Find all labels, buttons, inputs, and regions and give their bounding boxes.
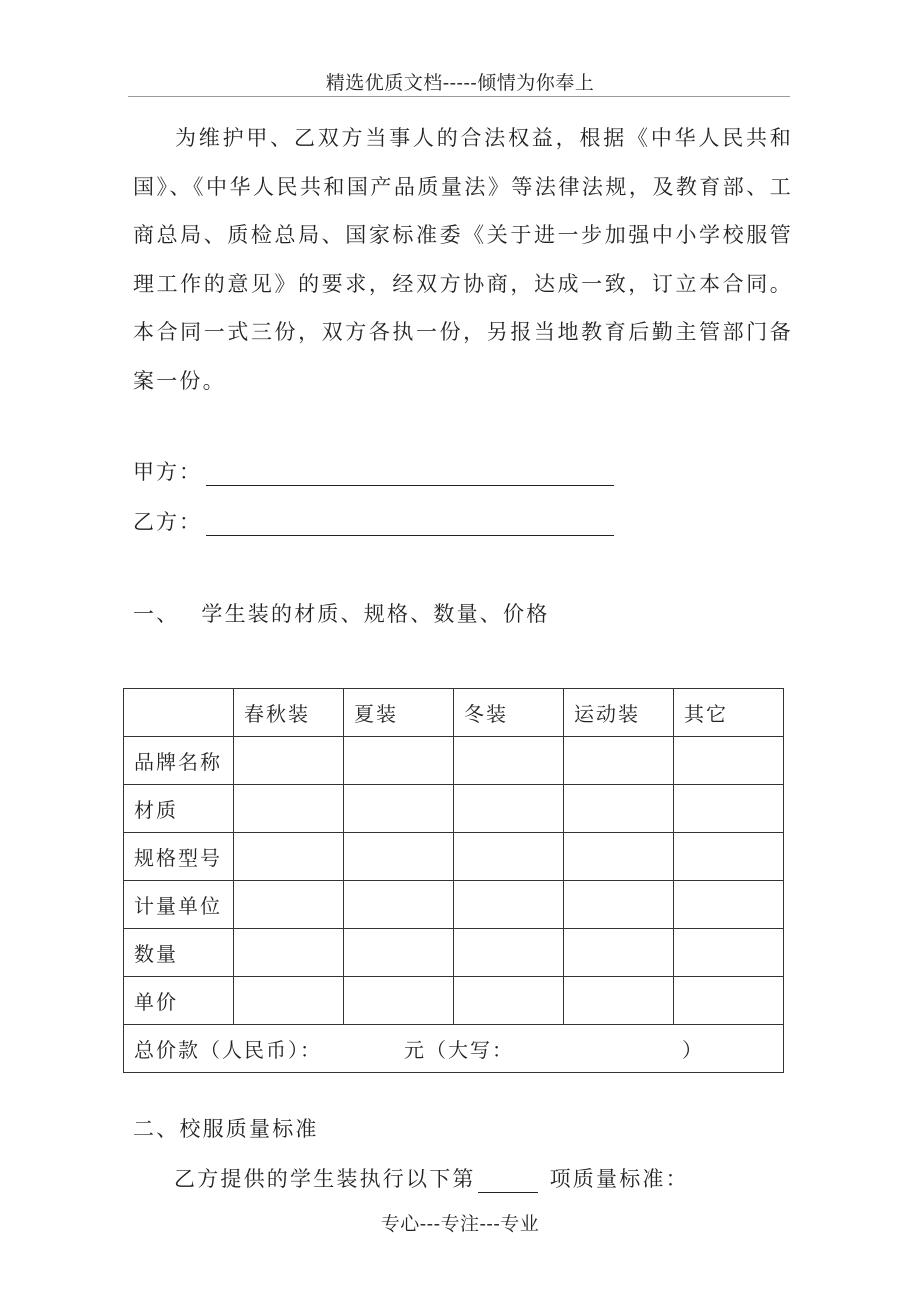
table-corner-cell	[124, 689, 234, 737]
table-header-row	[124, 689, 784, 737]
table-cell	[344, 929, 454, 977]
page-footer: 专心---专注---专业	[380, 1213, 540, 1235]
table-cell	[564, 977, 674, 1025]
row-label: 数量	[124, 929, 234, 977]
total-price-row	[124, 1025, 784, 1073]
section-1-number: 一、	[133, 602, 180, 626]
party-a-blank	[206, 463, 614, 486]
table-cell	[454, 977, 564, 1025]
table-cell	[674, 833, 784, 881]
table-cell	[344, 785, 454, 833]
total-price-cell	[124, 1025, 784, 1073]
quality-standard-line	[174, 1163, 689, 1193]
table-cell	[674, 929, 784, 977]
section-2-heading: 二、校服质量标准	[133, 1117, 319, 1141]
table-cell	[564, 737, 674, 785]
table-cell	[234, 881, 344, 929]
party-b-blank	[206, 513, 614, 536]
table-cell	[344, 737, 454, 785]
table-cell	[344, 977, 454, 1025]
table-cell	[344, 881, 454, 929]
row-label: 计量单位	[124, 881, 234, 929]
table-cell	[674, 881, 784, 929]
table-cell	[234, 833, 344, 881]
table-cell	[454, 881, 564, 929]
table-row	[124, 833, 784, 881]
uniform-spec-table	[123, 688, 784, 1073]
row-label: 单价	[124, 977, 234, 1025]
table-cell	[564, 929, 674, 977]
standard-number-blank	[478, 1170, 538, 1193]
table-row	[124, 785, 784, 833]
table-row	[124, 977, 784, 1025]
intro-paragraph: 为维护甲、乙双方当事人的合法权益，根据《中华人民共和国》、《中华人民共和国产品质量法》等法律法规，及教育部、工商总局、质检总局、国家标准委《关于进一步加强中小学校服管理工作的意见》的要求，经双方协商，达成一致，订立本合同。本合同一式三份，双方各执一份，另报当地教育后勤主管部门备案一份。	[133, 126, 793, 393]
column-header: 夏装	[344, 689, 454, 737]
table-row	[124, 881, 784, 929]
total-price-unit: 元（大写：	[404, 1038, 514, 1062]
party-a	[133, 456, 614, 486]
table-cell	[454, 833, 564, 881]
table-row	[124, 737, 784, 785]
page-header: 精选优质文档-----倾情为你奉上	[325, 72, 595, 94]
table-cell	[344, 833, 454, 881]
table-cell	[674, 785, 784, 833]
table-cell	[234, 977, 344, 1025]
section-1-title: 学生装的材质、规格、数量、价格	[201, 602, 550, 626]
table-cell	[564, 785, 674, 833]
row-label: 规格型号	[124, 833, 234, 881]
row-label: 材质	[124, 785, 234, 833]
party-a-label: 甲方：	[133, 460, 202, 484]
table-cell	[234, 737, 344, 785]
table-cell	[674, 737, 784, 785]
table-row	[124, 929, 784, 977]
party-b	[133, 506, 614, 536]
header-rule	[128, 96, 790, 97]
standard-text-after: 项质量标准：	[549, 1167, 689, 1191]
row-label: 品牌名称	[124, 737, 234, 785]
table-cell	[454, 785, 564, 833]
column-header: 其它	[674, 689, 784, 737]
table-cell	[454, 929, 564, 977]
table-cell	[674, 977, 784, 1025]
party-b-label: 乙方：	[133, 510, 202, 534]
table-cell	[454, 737, 564, 785]
table-cell	[564, 881, 674, 929]
total-price-close: ）	[682, 1038, 704, 1062]
section-1-heading	[133, 598, 549, 628]
table-cell	[234, 785, 344, 833]
column-header: 冬装	[454, 689, 564, 737]
table-cell	[564, 833, 674, 881]
column-header: 运动装	[564, 689, 674, 737]
table-cell	[234, 929, 344, 977]
standard-text-before: 乙方提供的学生装执行以下第	[174, 1167, 476, 1191]
total-price-label: 总价款（人民币）：	[134, 1038, 322, 1062]
column-header: 春秋装	[234, 689, 344, 737]
